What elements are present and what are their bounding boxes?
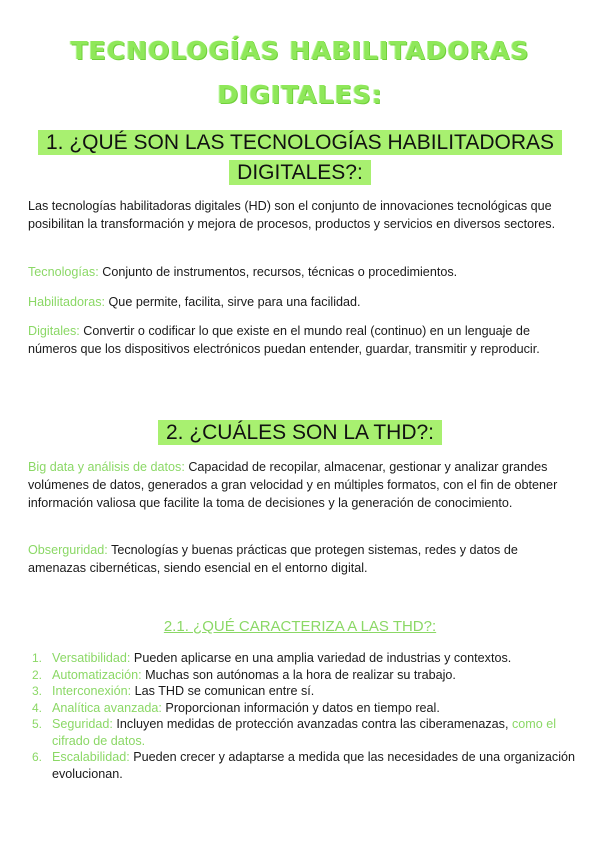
list-item <box>28 650 576 667</box>
thd-item-text: Tecnologías y buenas prácticas que protegen sistemas, redes y datos de amenazas cibernéticas, siendo esencial en el entorno digital. <box>28 543 518 575</box>
definition-label: Tecnologías: <box>28 265 99 279</box>
definition-digitales <box>28 322 578 358</box>
list-item-text: Muchas son autónomas a la hora de realizar su trabajo. <box>141 667 456 682</box>
list-number: 1. <box>32 651 43 665</box>
list-item <box>28 749 576 782</box>
list-item-text: Pueden crecer y adaptarse a medida que las necesidades de una organización evolucionan. <box>52 750 575 781</box>
page-title-line-2: DIGITALES: <box>217 80 383 109</box>
list-item <box>28 700 576 717</box>
list-item-text: Pueden aplicarse en una amplia variedad de industrias y contextos. <box>130 651 512 665</box>
subsection-heading: 2.1. ¿QUÉ CARACTERIZA A LAS THD?: <box>163 618 437 635</box>
definition-label: Habilitadoras: <box>28 295 106 309</box>
section1-heading-line-2: DIGITALES?: <box>229 160 371 185</box>
list-item-label: Seguridad: <box>52 717 113 731</box>
definition-habilitadoras <box>28 293 578 311</box>
list-item-label: Versatibilidad: <box>52 651 131 665</box>
thd-item-ciberseguridad <box>28 541 578 577</box>
list-number: 4. <box>32 700 43 715</box>
section1-heading <box>20 128 580 188</box>
list-item <box>28 716 576 749</box>
list-item-text: Las THD se comunican entre sí. <box>131 684 315 698</box>
section1-intro: Las tecnologías habilitadoras digitales (HD) son el conjunto de innovaciones tecnológicas que posibilitan la transformación y mejora de procesos, productos y servicios en diversos sectores. <box>28 199 556 231</box>
list-item-label-secondary: como el cifrado de datos. <box>52 717 557 748</box>
thd-item-big-data <box>28 458 578 512</box>
list-item <box>28 683 576 700</box>
list-number: 5. <box>32 717 43 731</box>
thd-item-label: Big data y análisis de datos: <box>28 460 185 474</box>
characteristics-list <box>28 650 576 782</box>
list-number: 3. <box>32 684 43 698</box>
list-item-label: Interconexión: <box>52 684 132 698</box>
definition-label: Digitales: <box>28 324 80 338</box>
definition-text: Conjunto de instrumentos, recursos, técnicas o procedimientos. <box>98 265 458 279</box>
list-item-text: Proporcionan información y datos en tiempo real. <box>161 700 440 715</box>
list-number: 2. <box>32 667 43 682</box>
section1-heading-line-1: 1. ¿QUÉ SON LAS TECNOLOGÍAS HABILITADORAS <box>38 130 562 155</box>
definition-text: Convertir o codificar lo que existe en el mundo real (continuo) en un lenguaje de números que los dispositivos electrónicos puedan entender, guardar, transmitir y reproducir. <box>28 324 540 356</box>
list-number: 6. <box>32 750 43 764</box>
definition-text: Que permite, facilita, sirve para una facilidad. <box>105 295 361 309</box>
thd-item-label: Obserguridad: <box>28 543 108 557</box>
list-item-label: Escalabilidad: <box>52 750 130 764</box>
section2-heading-text: 2. ¿CUÁLES SON LA THD?: <box>158 420 442 445</box>
list-item <box>28 667 576 684</box>
thd-item-text: Capacidad de recopilar, almacenar, gestionar y analizar grandes volúmenes de datos, generados a gran velocidad y en múltiples formatos, con el fin de obtener información valiosa que facilite la toma de decisiones y la generación de conocimiento. <box>28 460 558 510</box>
list-item-label: Analítica avanzada: <box>52 700 162 715</box>
section2-heading <box>20 418 580 448</box>
list-item-text: Incluyen medidas de protección avanzadas contra las ciberamenazas, <box>112 717 512 731</box>
page-title-line-1: TECNOLOGÍAS HABILITADORAS <box>70 36 530 65</box>
definition-tecnologias <box>28 263 578 281</box>
list-item-label: Automatización: <box>52 667 142 682</box>
